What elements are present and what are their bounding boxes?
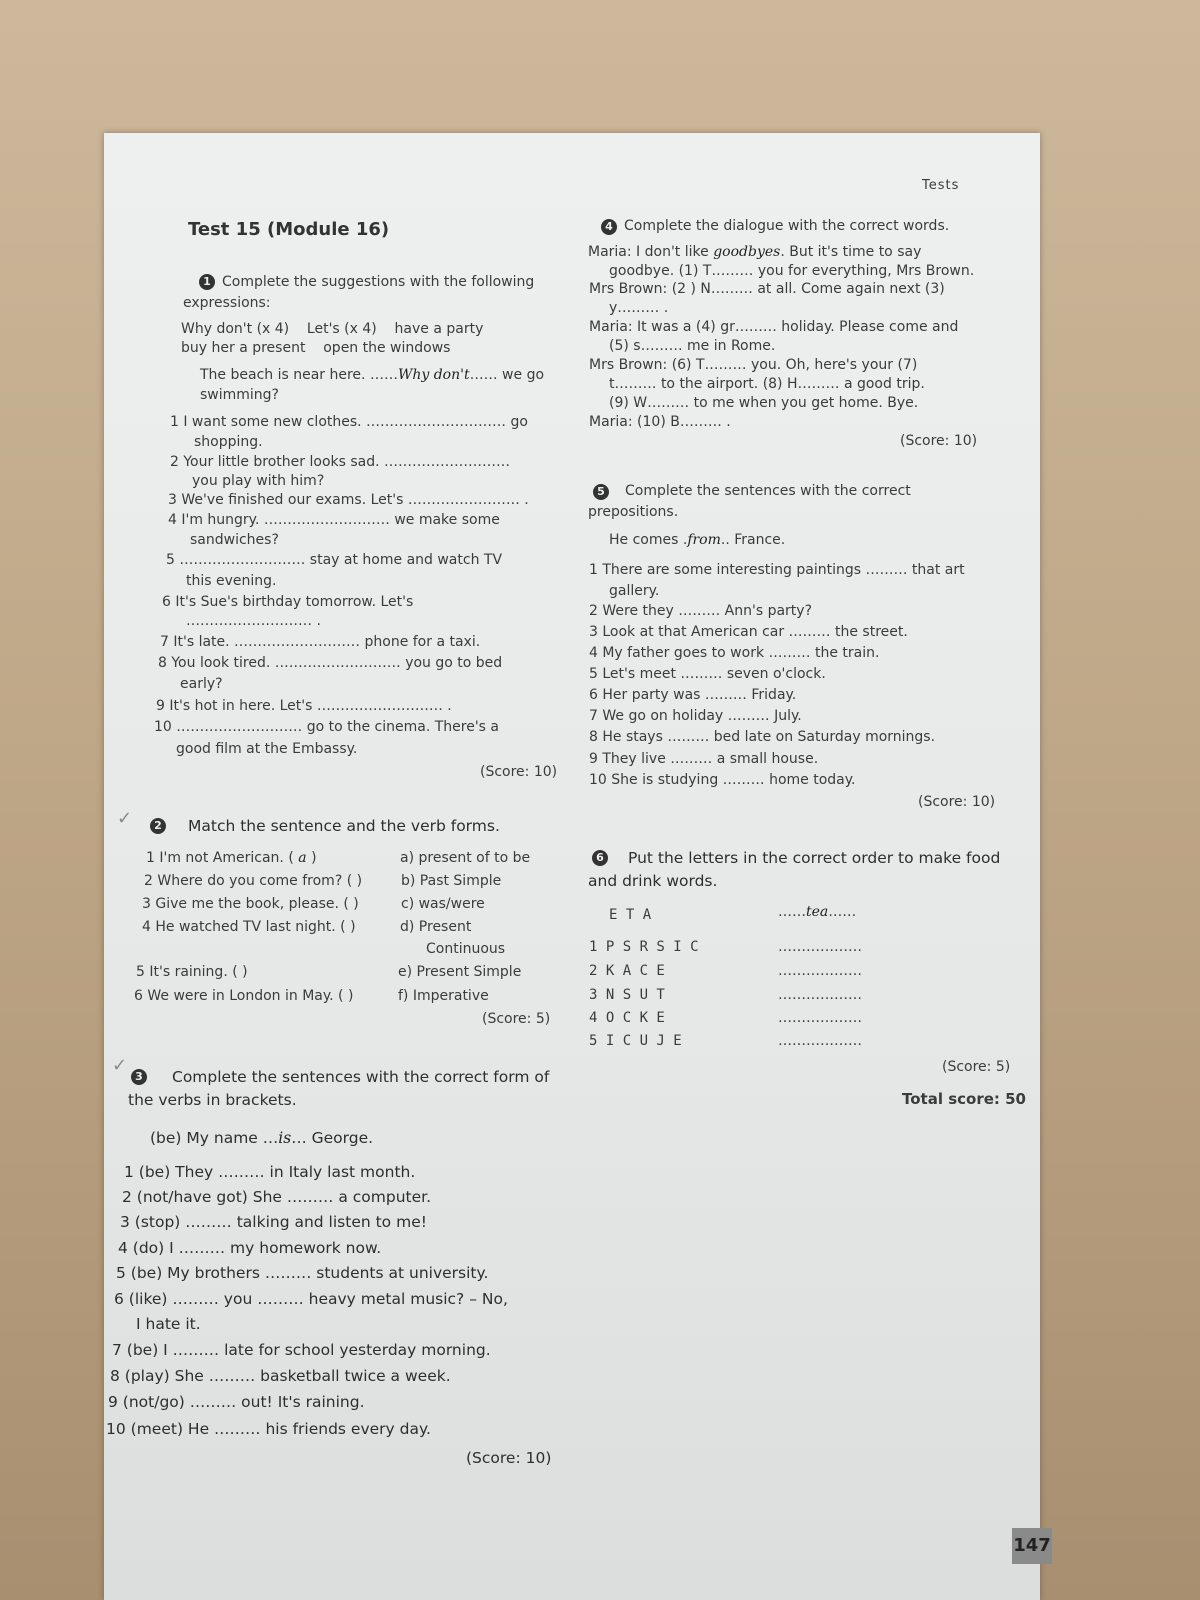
ex1-example [200,366,544,384]
ex3-example [150,1128,373,1148]
ex2-item: 4 He watched TV last night. ( ) [142,919,356,935]
check-mark-icon: ✓ [117,808,133,829]
ex5-line: 5 Let's meet ……… seven o'clock. [589,666,826,682]
ex1-example-line2: swimming? [200,387,279,403]
ex5-line: 6 Her party was ……… Friday. [589,687,797,703]
ex3-example-answer: is [278,1129,292,1147]
ex2-item: 6 We were in London in May. ( ) [134,988,354,1004]
ex6-item: 4 O C K E [589,1010,665,1026]
ex5-line: 9 They live ……… a small house. [589,751,819,767]
ex2-option: e) Present Simple [398,964,522,980]
ex3-line: 7 (be) I ……… late for school yesterday morning. [112,1341,491,1359]
ex6-example-answer: tea [806,904,829,920]
ex2-item [146,849,317,867]
ex5-line: gallery. [609,583,660,599]
ex2-option: f) Imperative [398,988,489,1004]
total-score: Total score: 50 [902,1090,1026,1108]
ex5-instruction-2: prepositions. [588,504,679,520]
ex1-line: 8 You look tired. ……………………… you go to bed [158,655,503,671]
ex6-blank: ……………… [778,1033,862,1049]
ex2-item: 3 Give me the book, please. ( ) [142,896,359,912]
ex1-line: 5 ……………………… stay at home and watch TV [166,552,503,568]
ex6-item: 1 P S R S I C [589,939,699,955]
section-header: Tests [922,178,960,193]
ex5-line: 3 Look at that American car ……… the street. [589,624,908,640]
ex5-line: 7 We go on holiday ……… July. [589,708,802,724]
ex1-line: good film at the Embassy. [176,741,358,757]
ex2-answer-1: a [298,850,307,866]
ex4-line: Mrs Brown: (2 ) N……… at all. Come again next (3) [589,281,945,297]
ex6-score: (Score: 5) [942,1059,1011,1075]
ex4-line: (9) W……… to me when you get home. Bye. [609,395,919,411]
ex5-example-a: He comes . [609,532,688,548]
ex1-line: 9 It's hot in here. Let's ……………………… . [156,698,452,714]
ex4-line: Maria: (10) B……… . [589,414,731,430]
ex3-line: I hate it. [136,1315,201,1333]
ex1-line: 10 ……………………… go to the cinema. There's a [154,719,500,735]
ex1-line: 7 It's late. ……………………… phone for a taxi. [160,634,481,650]
ex6-instruction: Put the letters in the correct order to make food [628,849,1001,867]
ex2-item: 5 It's raining. ( ) [136,964,248,980]
ex2-option: Continuous [426,941,506,957]
ex2-option: d) Present [400,919,472,935]
ex5-line: 1 There are some interesting paintings ……… that art [589,562,965,578]
exercise-6-number: 6 [592,850,608,866]
ex1-instruction: Complete the suggestions with the following [222,274,535,290]
ex1-line: this evening. [186,573,277,589]
ex5-instruction: Complete the sentences with the correct [625,483,911,499]
ex4-maria-b: . But it's time to say [780,244,922,260]
ex3-line: 2 (not/have got) She ……… a computer. [122,1188,432,1206]
ex5-score: (Score: 10) [918,794,996,810]
ex5-line: 4 My father goes to work ……… the train. [589,645,880,661]
ex4-line: goodbye. (1) T……… you for everything, Mrs Brown. [609,263,975,279]
ex4-line: (5) s……… me in Rome. [609,338,776,354]
ex2-item-1: 1 I'm not American. ( [146,850,294,866]
ex4-score: (Score: 10) [900,433,978,449]
ex6-blank: ……………… [778,939,862,955]
test-title: Test 15 (Module 16) [188,219,390,240]
ex3-score: (Score: 10) [466,1449,552,1467]
ex2-option: b) Past Simple [401,873,502,889]
ex3-example-b: … George. [291,1129,374,1147]
exercise-3-number: 3 [131,1069,147,1085]
ex1-example-a: The beach is near here. …… [200,367,398,383]
ex1-line: 1 I want some new clothes. ………………………… go [170,414,528,430]
ex5-line: 2 Were they ……… Ann's party? [589,603,813,619]
ex3-line: 8 (play) She ……… basketball twice a week. [110,1367,451,1385]
ex3-line: 1 (be) They ……… in Italy last month. [124,1163,416,1181]
ex6-item: 2 K A C E [589,963,665,979]
ex1-line: 4 I'm hungry. ……………………… we make some [168,512,500,528]
ex6-item: 3 N S U T [589,987,665,1003]
ex6-item: 5 I C U J E [589,1033,682,1049]
ex6-blank: ……………… [778,1010,862,1026]
ex1-line: 6 It's Sue's birthday tomorrow. Let's [162,594,414,610]
ex3-line: 5 (be) My brothers ……… students at university. [116,1264,489,1282]
exercise-1-number: 1 [199,274,215,290]
ex1-line: ……………………… . [186,613,321,629]
ex1-score: (Score: 10) [480,764,558,780]
ex2-item: 2 Where do you come from? ( ) [144,873,363,889]
ex2-option: c) was/were [401,896,485,912]
ex1-line: sandwiches? [190,532,279,548]
ex2-option: a) present of to be [400,850,531,866]
ex1-line: 3 We've finished our exams. Let's …………………… . [168,492,529,508]
ex1-expressions-2: buy her a present open the windows [181,340,451,356]
ex3-line: 6 (like) ……… you ……… heavy metal music? – No, [114,1290,508,1308]
ex1-line: 2 Your little brother looks sad. ……………………… [170,454,511,470]
ex5-line: 8 He stays ……… bed late on Saturday mornings. [589,729,936,745]
exercise-4-number: 4 [601,219,617,235]
ex4-line-maria [588,243,921,261]
ex6-instruction-2: and drink words. [588,872,718,890]
ex6-example-answer-line: ……tea…… [778,904,857,920]
ex5-example-answer: from [687,532,721,548]
ex2-instruction: Match the sentence and the verb forms. [188,817,500,835]
exercise-5-number: 5 [593,484,609,500]
ex3-line: 9 (not/go) ……… out! It's raining. [108,1393,365,1411]
ex3-line: 3 (stop) ……… talking and listen to me! [120,1213,427,1231]
ex4-line: Maria: It was a (4) gr……… holiday. Please come and [589,319,959,335]
ex1-expressions-1: Why don't (x 4) Let's (x 4) have a party [181,321,484,337]
ex5-example [609,531,785,549]
ex6-blank: ……………… [778,987,862,1003]
ex4-maria-a: Maria: I don't like [588,244,714,260]
ex6-blank: ……………… [778,963,862,979]
ex4-maria-handwriting: goodbyes [713,244,781,260]
ex3-instruction: Complete the sentences with the correct form of [172,1068,550,1086]
ex5-example-b: .. France. [720,532,786,548]
ex1-example-b: …… we go [469,367,545,383]
ex2-item-1-close: ) [311,850,317,866]
page-number: 147 [1012,1528,1052,1564]
ex4-instruction: Complete the dialogue with the correct words. [624,218,950,234]
ex1-line: you play with him? [192,473,325,489]
ex1-line: early? [180,676,223,692]
exercise-2-number: 2 [150,818,166,834]
ex4-line: y……… . [609,300,669,316]
check-mark-icon: ✓ [112,1055,128,1076]
ex1-example-answer: Why don't [397,367,470,383]
ex2-score: (Score: 5) [482,1011,551,1027]
ex4-line: Mrs Brown: (6) T……… you. Oh, here's your (7) [589,357,918,373]
ex3-line: 10 (meet) He ……… his friends every day. [106,1420,431,1438]
ex4-line: t……… to the airport. (8) H……… a good trip. [609,376,925,392]
ex6-example-letters: E T A [609,907,652,923]
ex3-example-a: (be) My name … [150,1129,279,1147]
ex3-line: 4 (do) I ……… my homework now. [118,1239,382,1257]
ex5-line: 10 She is studying ……… home today. [589,772,856,788]
ex3-instruction-2: the verbs in brackets. [128,1091,297,1109]
ex1-line: shopping. [194,434,263,450]
ex1-instruction-2: expressions: [183,295,271,311]
